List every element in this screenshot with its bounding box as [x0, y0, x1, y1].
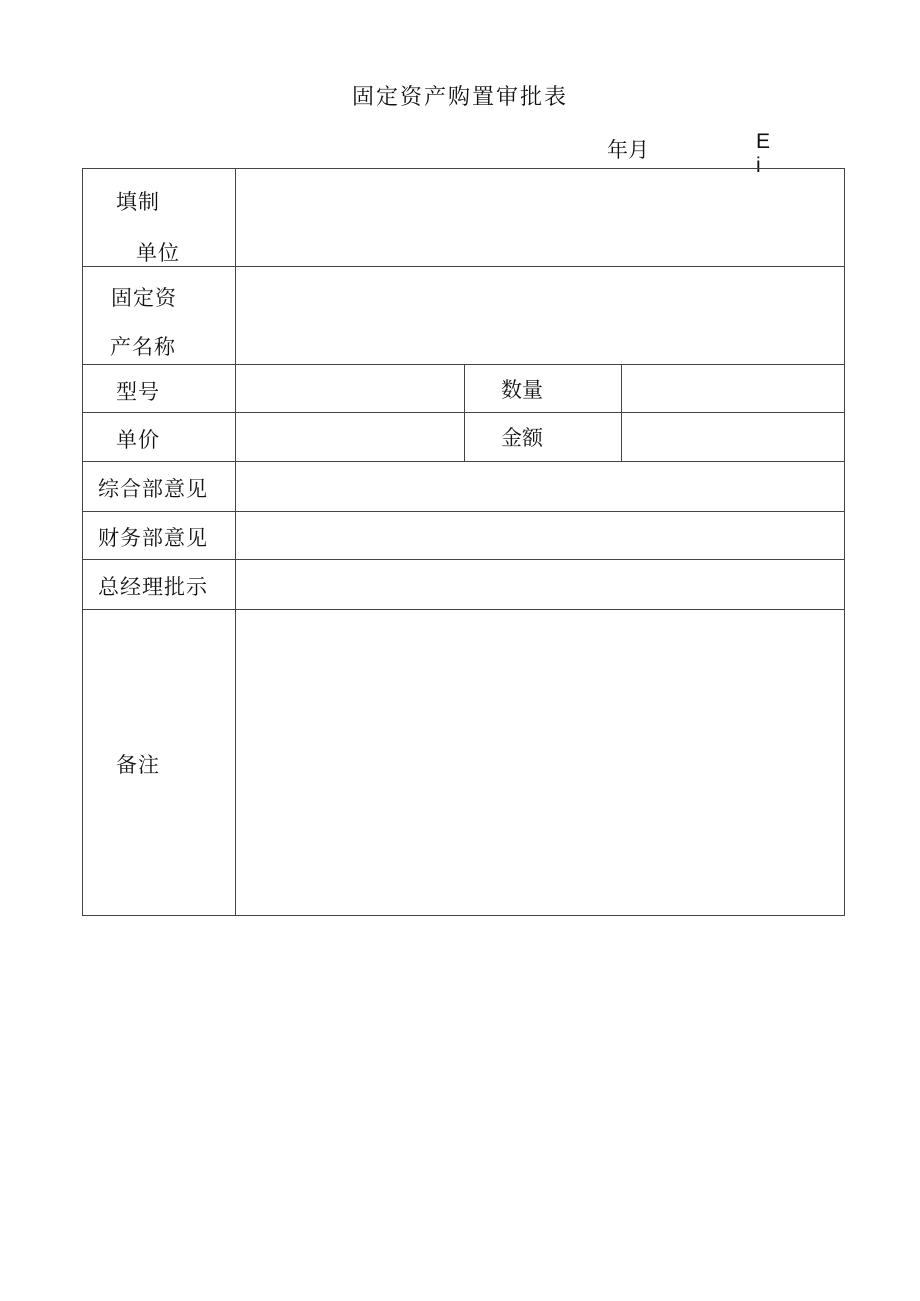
date-mark-top: E — [756, 130, 771, 153]
remarks-label: 备注 — [116, 753, 160, 777]
amount-label: 金额 — [465, 413, 622, 462]
general-dept-label: 综合部意见 — [98, 477, 208, 501]
general-dept-label-cell — [83, 462, 236, 512]
model-label-cell — [83, 365, 236, 413]
row-asset-name — [83, 267, 845, 365]
row-model — [83, 365, 845, 413]
unit-label-line2: 单位 — [136, 241, 180, 265]
unit-label-cell — [83, 169, 236, 267]
row-unit-price — [83, 413, 845, 462]
model-field[interactable] — [236, 365, 465, 413]
gm-approval-label-cell — [83, 560, 236, 610]
row-general-dept — [83, 462, 845, 512]
gm-approval-field[interactable] — [236, 560, 845, 610]
date-label: 年月 — [607, 138, 649, 162]
quantity-field[interactable] — [622, 365, 845, 413]
asset-name-label-line1: 固定资 — [111, 286, 177, 310]
remarks-label-cell — [83, 610, 236, 916]
row-remarks — [83, 610, 845, 916]
asset-name-label-cell — [83, 267, 236, 365]
row-finance-dept — [83, 512, 845, 560]
unit-label-line1: 填制 — [116, 190, 160, 214]
gm-approval-label: 总经理批示 — [98, 575, 208, 599]
date-mark-bottom: i — [756, 154, 761, 177]
unit-price-field[interactable] — [236, 413, 465, 462]
row-gm-approval — [83, 560, 845, 610]
amount-field[interactable] — [622, 413, 845, 462]
unit-field[interactable] — [236, 169, 845, 267]
model-label: 型号 — [116, 380, 160, 404]
form-title: 固定资产购置审批表 — [351, 85, 568, 110]
row-unit — [83, 169, 845, 267]
unit-price-label: 单价 — [116, 428, 160, 452]
quantity-label: 数量 — [465, 365, 622, 413]
finance-dept-label-cell — [83, 512, 236, 560]
finance-dept-field[interactable] — [236, 512, 845, 560]
unit-price-label-cell — [83, 413, 236, 462]
asset-name-label-line2: 产名称 — [110, 335, 176, 359]
remarks-field[interactable] — [236, 610, 845, 916]
approval-form-table — [82, 168, 845, 916]
asset-name-field[interactable] — [236, 267, 845, 365]
general-dept-field[interactable] — [236, 462, 845, 512]
finance-dept-label: 财务部意见 — [98, 526, 208, 550]
